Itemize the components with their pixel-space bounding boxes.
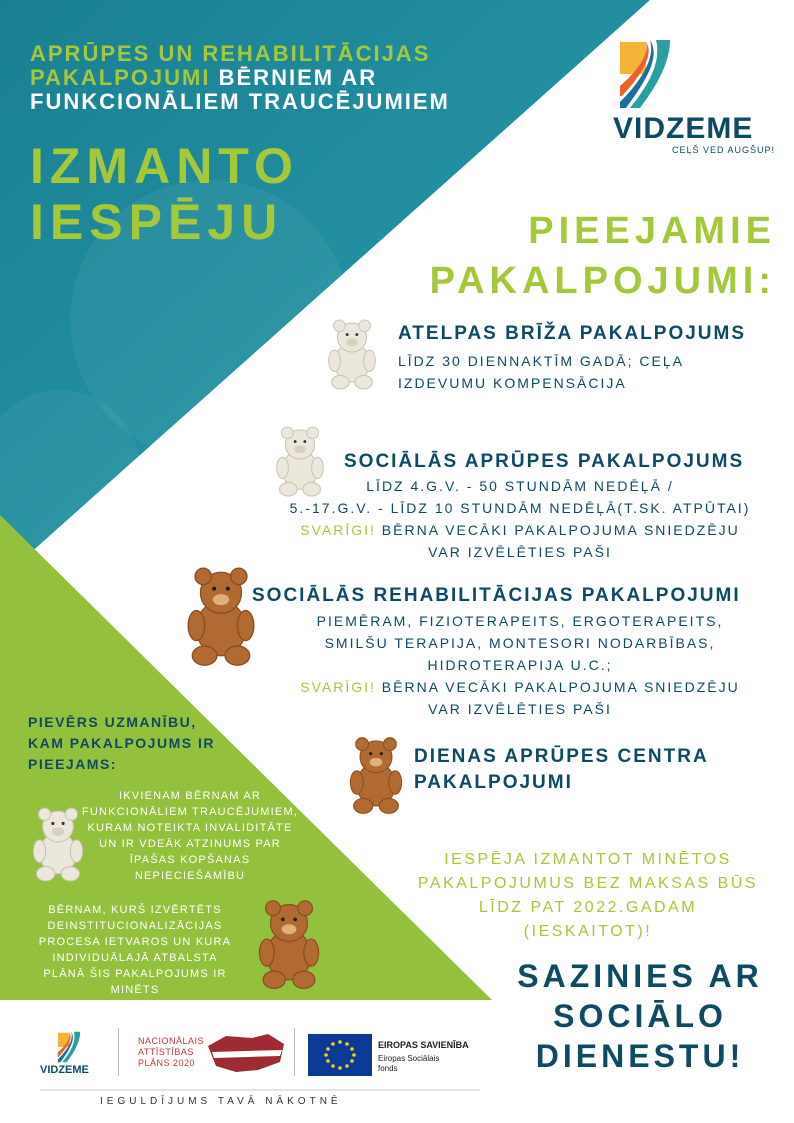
service-line: PIEMĒRAM, FIZIOTERAPEITS, ERGOTERAPEITS,	[316, 613, 724, 629]
header-line2-white: BĒRNIEM AR	[218, 65, 378, 90]
attention-line: MINĒTS	[110, 984, 160, 996]
free-line: LĪDZ PAT 2022.GADAM	[478, 899, 698, 916]
white-bear-icon	[320, 318, 384, 390]
footer-vidzeme-text: VIDZEME	[40, 1064, 89, 1076]
attention-line: IKVIENAM BĒRNAM AR	[118, 790, 261, 802]
attention-line: NEPIECIEŠAMĪBU	[134, 870, 246, 882]
service-title-social-care: SOCIĀLĀS APRŪPES PAKALPOJUMS	[344, 451, 745, 472]
brown-bear-icon	[344, 734, 408, 816]
eu-subtitle	[378, 1054, 439, 1074]
service-line: SMILŠU TERAPIJA, MONTESORI NODARBĪBAS,	[324, 635, 716, 651]
service-line: VAR IZVĒLĒTIES PAŠI	[428, 544, 612, 560]
important-label: SVARĪGI!	[300, 679, 376, 695]
available-line1: PIEEJAMIE	[528, 210, 776, 252]
headline	[30, 138, 299, 250]
service-line: BĒRNA VECĀKI PAKALPOJUMA SNIEDZĒJU	[381, 522, 740, 538]
service-title-line: PAKALPOJUMI	[414, 772, 573, 793]
header-line2-green: PAKALPOJUMI	[30, 65, 211, 90]
attention-line: KURAM NOTEIKTA INVALIDITĀTE	[87, 822, 293, 834]
eu-sub-line: Eiropas Sociālais	[378, 1054, 440, 1063]
attention-line: DEINSTITUCIONALIZĀCIJAS	[47, 920, 223, 932]
free-of-charge-note	[392, 848, 784, 944]
service-title-day-care	[414, 744, 709, 796]
attention-line: FUNKCIONĀLIEM TRAUCĒJUMIEM,	[81, 806, 299, 818]
attention-item-1	[68, 788, 312, 884]
attention-item-2	[18, 902, 252, 998]
service-text-social-care	[250, 475, 790, 563]
free-line: IESPĒJA IZMANTOT MINĒTOS	[444, 851, 732, 868]
service-line: LĪDZ 30 DIENNAKTĪM GADĀ; CEĻA	[398, 353, 684, 369]
headline-line2: IESPĒJU	[30, 194, 284, 250]
available-line2: PAKALPOJUMI:	[429, 260, 776, 302]
contact-social-service	[490, 956, 790, 1076]
eu-title: EIROPAS SAVIENĪBA	[378, 1040, 469, 1050]
service-title-respite: ATELPAS BRĪŽA PAKALPOJUMS	[398, 323, 747, 344]
footer-divider	[294, 1028, 295, 1076]
contact-line: SAZINIES AR	[517, 958, 763, 994]
footer-nap-text	[138, 1036, 204, 1069]
attention-title-line: KAM PAKALPOJUMS IR	[28, 735, 215, 751]
nap-line: ATTĪSTĪBAS	[138, 1047, 194, 1057]
service-text-rehabilitation	[260, 610, 780, 720]
service-text-respite	[398, 350, 684, 394]
service-title-line: DIENAS APRŪPES CENTRA	[414, 746, 709, 767]
contact-line: SOCIĀLO	[553, 998, 727, 1034]
attention-line: ĪPAŠAS KOPŠANAS	[129, 854, 251, 866]
contact-line: DIENESTU!	[535, 1038, 745, 1074]
free-line: (IESKAITOT)!	[523, 923, 653, 940]
brown-bear-icon	[180, 562, 262, 670]
brown-bear-icon	[252, 896, 326, 992]
attention-line: UN IR VDEĀK ATZINUMS PAR	[99, 838, 281, 850]
footer-vidzeme-logo	[40, 1030, 100, 1080]
attention-line: BĒRNAM, KURŠ IZVĒRTĒTS	[48, 904, 222, 916]
attention-title-line: PIEVĒRS UZMANĪBU,	[28, 714, 197, 730]
service-line: IZDEVUMU KOMPENSĀCIJA	[398, 375, 627, 391]
service-line: VAR IZVĒLĒTIES PAŠI	[428, 701, 612, 717]
vidzeme-logo-icon	[616, 36, 674, 112]
attention-line: PROCESA IETVAROS UN KURA	[38, 936, 232, 948]
headline-line1: IZMANTO	[30, 138, 299, 194]
attention-title	[28, 712, 288, 775]
latvia-flag-map-icon	[206, 1032, 286, 1074]
footer-slogan: IEGULDĪJUMS TAVĀ NĀKOTNĒ	[100, 1096, 342, 1107]
header-line3: FUNKCIONĀLIEM TRAUCĒJUMIEM	[30, 89, 450, 114]
nap-line: PLĀNS 2020	[138, 1058, 196, 1068]
attention-line: INDIVIDUĀLAJĀ ATBALSTA	[52, 952, 218, 964]
logo-slogan: CEĻŠ VED AUGŠUP!	[672, 145, 776, 155]
free-line: PAKALPOJUMUS BEZ MAKSAS BŪS	[417, 875, 759, 892]
service-line: LĪDZ 4.G.V. - 50 STUNDĀM NEDĒĻĀ /	[366, 478, 674, 494]
service-line: HIDROTERAPIJA U.C.;	[427, 657, 613, 673]
important-label: SVARĪGI!	[300, 522, 376, 538]
attention-title-line: PIEEJAMS:	[28, 756, 117, 772]
attention-line: PLĀNĀ ŠIS PAKALPOJUMS IR	[43, 968, 227, 980]
nap-line: NACIONĀLAIS	[138, 1036, 205, 1046]
logo-name: VIDZEME	[613, 112, 754, 145]
header-line1: APRŪPES UN REHABILITĀCIJAS	[30, 41, 431, 66]
eu-sub-line: fonds	[378, 1064, 398, 1073]
footer-divider	[118, 1028, 119, 1076]
service-title-rehabilitation: SOCIĀLĀS REHABILITĀCIJAS PAKALPOJUMI	[252, 585, 741, 606]
available-title	[430, 206, 776, 306]
service-line: 5.-17.G.V. - LĪDZ 10 STUNDĀM NEDĒĻĀ(T.SK. ATPŪTAI)	[289, 500, 751, 516]
service-line: BĒRNA VECĀKI PAKALPOJUMA SNIEDZĒJU	[381, 679, 740, 695]
vidzeme-logo-icon	[54, 1030, 84, 1064]
header-title	[30, 42, 530, 114]
eu-flag-icon	[308, 1034, 372, 1076]
